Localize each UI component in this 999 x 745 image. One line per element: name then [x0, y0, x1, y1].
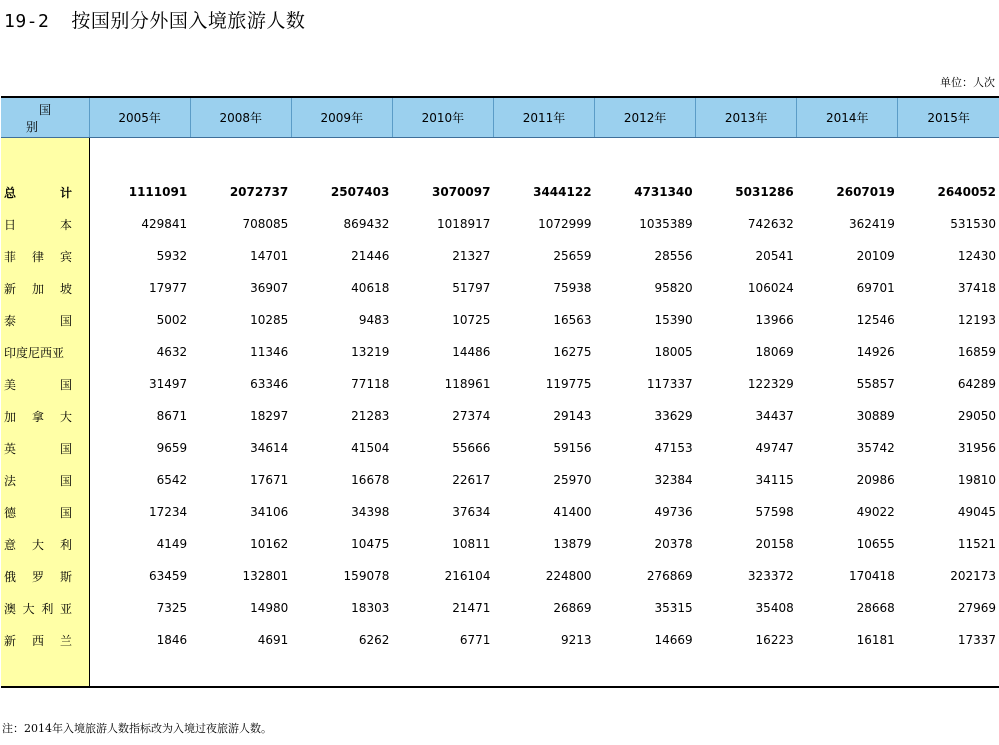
- value-cell: 10725: [452, 313, 491, 327]
- table-row: [1, 400, 999, 432]
- value-cell: 35742: [856, 441, 895, 455]
- tourism-table: [1, 96, 999, 688]
- spacer-row: [1, 138, 999, 171]
- value-cell: 6262: [358, 633, 390, 647]
- value-cell: 31497: [148, 377, 188, 391]
- value-cell: 429841: [141, 217, 188, 231]
- table-row: [1, 528, 999, 560]
- value-cell: 55666: [452, 441, 491, 455]
- country-name: 澳 大 利 亚: [1, 592, 89, 624]
- value-cell: 869432: [343, 217, 390, 231]
- table-row: [1, 304, 999, 336]
- value-cell: 21327: [452, 249, 491, 263]
- value-cell: 25970: [553, 473, 592, 487]
- value-cell: 14980: [250, 601, 289, 615]
- country-name: 美 国: [1, 368, 89, 400]
- country-name: 总 计: [1, 170, 89, 208]
- value-cell: 16275: [553, 345, 592, 359]
- value-cell: 57598: [755, 505, 794, 519]
- value-cell: 17671: [250, 473, 289, 487]
- value-cell: 170418: [849, 569, 895, 583]
- value-cell: 37634: [452, 505, 491, 519]
- value-cell: 6542: [156, 473, 188, 487]
- table-row: [1, 560, 999, 592]
- year-header: 2010年: [392, 97, 493, 138]
- value-cell: 708085: [242, 217, 289, 231]
- value-cell: 12546: [856, 313, 895, 327]
- value-cell: 41504: [351, 441, 390, 455]
- value-cell: 34115: [755, 473, 794, 487]
- value-cell: 49022: [856, 505, 895, 519]
- value-cell: 37418: [957, 281, 996, 295]
- value-cell: 2507403: [330, 185, 390, 199]
- year-header: 2012年: [595, 97, 696, 138]
- table-row: [1, 624, 999, 656]
- value-cell: 64289: [957, 377, 996, 391]
- country-name: 菲 律 宾: [1, 240, 89, 272]
- value-cell: 5031286: [735, 185, 794, 199]
- value-cell: 41400: [553, 505, 592, 519]
- country-name: 加 拿 大: [1, 400, 89, 432]
- value-cell: 29143: [553, 409, 592, 423]
- value-cell: 3070097: [432, 185, 491, 199]
- value-cell: 19810: [957, 473, 996, 487]
- year-header: 2011年: [493, 97, 594, 138]
- value-cell: 12430: [957, 249, 996, 263]
- country-name: 英 国: [1, 432, 89, 464]
- header-row: [1, 97, 999, 138]
- country-name: 印度尼西亚: [1, 336, 89, 368]
- value-cell: 31956: [957, 441, 996, 455]
- value-cell: 4149: [156, 537, 188, 551]
- value-cell: 22617: [452, 473, 491, 487]
- value-cell: 20541: [755, 249, 794, 263]
- value-cell: 1035389: [639, 217, 693, 231]
- year-header: 2014年: [797, 97, 898, 138]
- value-cell: 2640052: [937, 185, 996, 199]
- year-header: 2009年: [291, 97, 392, 138]
- value-cell: 7325: [156, 601, 188, 615]
- footnote: 注：2014年入境旅游人数指标改为入境过夜旅游人数。: [2, 722, 272, 735]
- table-row: [1, 496, 999, 528]
- value-cell: 20158: [755, 537, 794, 551]
- country-name: 新 西 兰: [1, 624, 89, 656]
- page-title: [4, 6, 305, 33]
- value-cell: 132801: [242, 569, 289, 583]
- value-cell: 14486: [452, 345, 491, 359]
- value-cell: 323372: [747, 569, 794, 583]
- value-cell: 49736: [654, 505, 693, 519]
- value-cell: 55857: [856, 377, 895, 391]
- country-name: 俄 罗 斯: [1, 560, 89, 592]
- value-cell: 4731340: [634, 185, 693, 199]
- value-cell: 6771: [459, 633, 491, 647]
- country-name: 德 国: [1, 496, 89, 528]
- value-cell: 20109: [856, 249, 895, 263]
- country-column-header: 国别: [1, 97, 89, 138]
- table-body: [1, 138, 999, 688]
- value-cell: 35408: [755, 601, 794, 615]
- country-name: 意 大 利: [1, 528, 89, 560]
- value-cell: 14926: [856, 345, 895, 359]
- value-cell: 13966: [755, 313, 794, 327]
- value-cell: 1111091: [128, 185, 188, 199]
- value-cell: 9483: [358, 313, 390, 327]
- value-cell: 119775: [545, 377, 592, 391]
- value-cell: 63346: [250, 377, 289, 391]
- value-cell: 276869: [646, 569, 693, 583]
- value-cell: 29050: [957, 409, 996, 423]
- value-cell: 16678: [351, 473, 390, 487]
- value-cell: 5932: [156, 249, 188, 263]
- value-cell: 33629: [654, 409, 693, 423]
- value-cell: 4691: [257, 633, 289, 647]
- value-cell: 5002: [156, 313, 188, 327]
- value-cell: 17977: [148, 281, 188, 295]
- year-header: 2005年: [89, 97, 190, 138]
- country-name: 日 本: [1, 208, 89, 240]
- value-cell: 47153: [654, 441, 693, 455]
- table-title: 按国别分外国入境旅游人数: [71, 10, 306, 32]
- value-cell: 14701: [250, 249, 289, 263]
- table-row: [1, 208, 999, 240]
- value-cell: 18303: [351, 601, 390, 615]
- value-cell: 2607019: [836, 185, 895, 199]
- value-cell: 30889: [856, 409, 895, 423]
- value-cell: 16181: [856, 633, 895, 647]
- value-cell: 531530: [950, 217, 996, 231]
- value-cell: 2072737: [229, 185, 289, 199]
- value-cell: 216104: [444, 569, 491, 583]
- year-header: 2013年: [696, 97, 797, 138]
- value-cell: 16563: [553, 313, 592, 327]
- value-cell: 742632: [747, 217, 794, 231]
- value-cell: 95820: [654, 281, 693, 295]
- value-cell: 28556: [654, 249, 693, 263]
- value-cell: 10655: [856, 537, 895, 551]
- value-cell: 18005: [654, 345, 693, 359]
- country-name: 法 国: [1, 464, 89, 496]
- value-cell: 18297: [250, 409, 289, 423]
- year-header: 2015年: [898, 97, 999, 138]
- value-cell: 122329: [747, 377, 794, 391]
- value-cell: 27374: [452, 409, 491, 423]
- table-row: [1, 592, 999, 624]
- value-cell: 159078: [343, 569, 390, 583]
- value-cell: 11521: [957, 537, 996, 551]
- value-cell: 40618: [351, 281, 390, 295]
- value-cell: 9659: [156, 441, 188, 455]
- value-cell: 63459: [148, 569, 188, 583]
- value-cell: 34437: [755, 409, 794, 423]
- value-cell: 69701: [856, 281, 895, 295]
- value-cell: 32384: [654, 473, 693, 487]
- value-cell: 1018917: [437, 217, 491, 231]
- table-number: 19-2: [4, 11, 50, 32]
- value-cell: 10285: [250, 313, 289, 327]
- value-cell: 21471: [452, 601, 491, 615]
- value-cell: 26869: [553, 601, 592, 615]
- value-cell: 224800: [545, 569, 592, 583]
- value-cell: 13219: [351, 345, 390, 359]
- value-cell: 8671: [156, 409, 188, 423]
- table-row: [1, 464, 999, 496]
- value-cell: 118961: [444, 377, 491, 391]
- value-cell: 3444122: [533, 185, 592, 199]
- country-name: 泰 国: [1, 304, 89, 336]
- table-row: [1, 432, 999, 464]
- value-cell: 51797: [452, 281, 491, 295]
- value-cell: 10811: [452, 537, 491, 551]
- country-name: 新 加 坡: [1, 272, 89, 304]
- value-cell: 14669: [654, 633, 693, 647]
- value-cell: 16859: [957, 345, 996, 359]
- value-cell: 75938: [553, 281, 592, 295]
- value-cell: 20986: [856, 473, 895, 487]
- value-cell: 12193: [957, 313, 996, 327]
- value-cell: 9213: [561, 633, 592, 647]
- value-cell: 34614: [250, 441, 289, 455]
- value-cell: 27969: [957, 601, 996, 615]
- value-cell: 10475: [351, 537, 390, 551]
- value-cell: 10162: [250, 537, 289, 551]
- value-cell: 35315: [654, 601, 693, 615]
- value-cell: 36907: [250, 281, 289, 295]
- value-cell: 117337: [646, 377, 693, 391]
- value-cell: 21446: [351, 249, 390, 263]
- value-cell: 21283: [351, 409, 390, 423]
- value-cell: 25659: [553, 249, 592, 263]
- table-row: [1, 368, 999, 400]
- value-cell: 1846: [156, 633, 188, 647]
- value-cell: 34398: [351, 505, 390, 519]
- value-cell: 1072999: [538, 217, 592, 231]
- value-cell: 17337: [957, 633, 996, 647]
- value-cell: 28668: [856, 601, 895, 615]
- filler-row: [1, 656, 999, 687]
- value-cell: 20378: [654, 537, 693, 551]
- value-cell: 49045: [957, 505, 996, 519]
- unit-label: 单位：人次: [940, 76, 995, 89]
- table-row: [1, 240, 999, 272]
- value-cell: 202173: [950, 569, 996, 583]
- total-row: [1, 170, 999, 208]
- value-cell: 34106: [250, 505, 289, 519]
- table-row: [1, 272, 999, 304]
- value-cell: 13879: [553, 537, 592, 551]
- value-cell: 4632: [156, 345, 188, 359]
- year-header: 2008年: [190, 97, 291, 138]
- value-cell: 18069: [755, 345, 794, 359]
- value-cell: 59156: [553, 441, 592, 455]
- table-row: [1, 336, 999, 368]
- value-cell: 49747: [755, 441, 794, 455]
- value-cell: 106024: [747, 281, 794, 295]
- value-cell: 362419: [849, 217, 895, 231]
- value-cell: 77118: [351, 377, 390, 391]
- value-cell: 11346: [250, 345, 289, 359]
- value-cell: 17234: [148, 505, 188, 519]
- value-cell: 16223: [755, 633, 794, 647]
- value-cell: 15390: [654, 313, 693, 327]
